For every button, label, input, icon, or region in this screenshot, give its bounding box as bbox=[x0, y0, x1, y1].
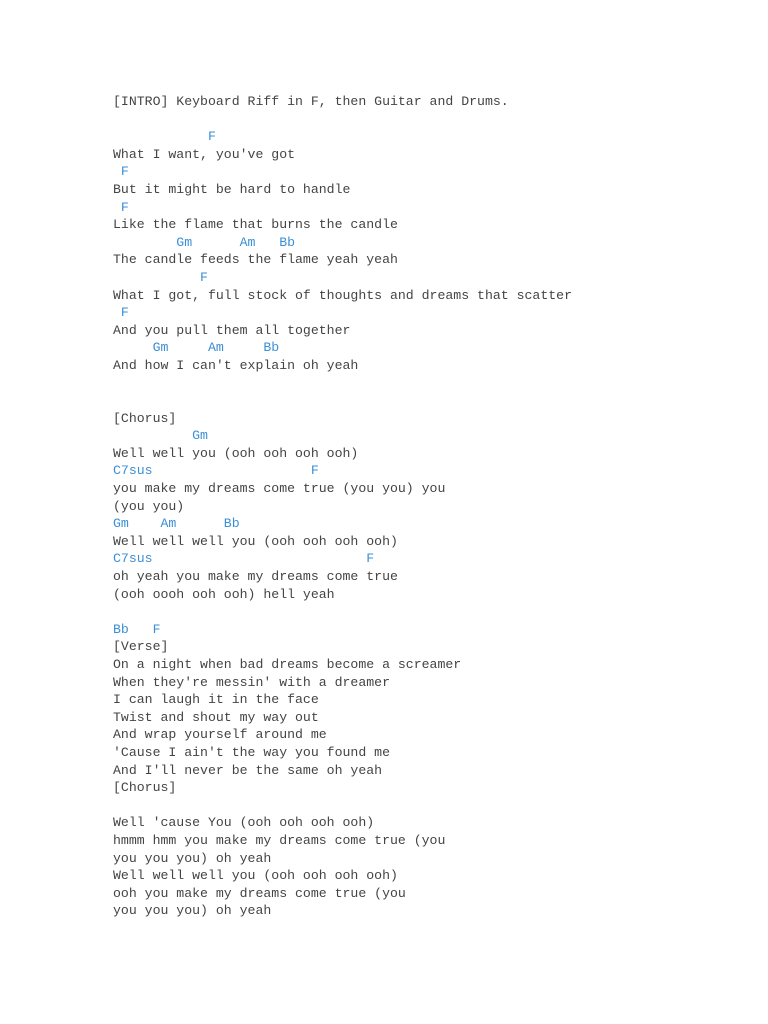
chord-line: F bbox=[113, 129, 216, 145]
lyric-line: And you pull them all together bbox=[113, 322, 351, 338]
lyric-line: 'Cause I ain't the way you found me bbox=[113, 744, 390, 760]
chord-line: F bbox=[113, 164, 129, 180]
lyric-line: The candle feeds the flame yeah yeah bbox=[113, 252, 398, 268]
chord-line: Bb F bbox=[113, 621, 161, 637]
lyric-line: (you you) bbox=[113, 498, 185, 514]
lyric-line: you you you) oh yeah bbox=[113, 903, 272, 919]
lyric-line: Well well you (ooh ooh ooh ooh) bbox=[113, 445, 359, 461]
chord-line: F bbox=[113, 269, 208, 285]
chord-line: F bbox=[113, 199, 129, 215]
lyric-line: you you you) oh yeah bbox=[113, 850, 272, 866]
lyric-line: oh yeah you make my dreams come true bbox=[113, 569, 398, 585]
lyric-line: And I'll never be the same oh yeah bbox=[113, 762, 383, 778]
lyric-line: But it might be hard to handle bbox=[113, 181, 351, 197]
lyric-line: And wrap yourself around me bbox=[113, 727, 327, 743]
chord-line: Gm Am Bb bbox=[113, 234, 296, 250]
lyric-line: ooh you make my dreams come true (you bbox=[113, 885, 406, 901]
lyric-line: you make my dreams come true (you you) you bbox=[113, 481, 446, 497]
lyric-line: Like the flame that burns the candle bbox=[113, 217, 398, 233]
lyric-line: And how I can't explain oh yeah bbox=[113, 357, 359, 373]
lyric-line: (ooh oooh ooh ooh) hell yeah bbox=[113, 586, 335, 602]
lyric-line: I can laugh it in the face bbox=[113, 692, 319, 708]
blank-line bbox=[113, 603, 753, 621]
blank-line bbox=[113, 797, 753, 815]
lyric-line: Twist and shout my way out bbox=[113, 709, 319, 725]
lyric-line: What I got, full stock of thoughts and dreams that scatter bbox=[113, 287, 572, 303]
chord-line: C7sus F bbox=[113, 463, 319, 479]
lyric-line: When they're messin' with a dreamer bbox=[113, 674, 390, 690]
lyric-line: Well well well you (ooh ooh ooh ooh) bbox=[113, 533, 398, 549]
lyric-line: [Chorus] bbox=[113, 780, 177, 796]
lyric-line: What I want, you've got bbox=[113, 146, 296, 162]
lyric-line: [Chorus] bbox=[113, 410, 177, 426]
chord-line: Gm bbox=[113, 428, 208, 444]
lyric-line: hmmm hmm you make my dreams come true (you bbox=[113, 832, 446, 848]
chord-line: Gm Am Bb bbox=[113, 340, 280, 356]
chord-line: Gm Am Bb bbox=[113, 516, 240, 532]
lyric-line: On a night when bad dreams become a screamer bbox=[113, 657, 462, 672]
song-sheet bbox=[113, 93, 753, 920]
lyric-line: Well well well you (ooh ooh ooh ooh) bbox=[113, 868, 398, 884]
blank-line bbox=[113, 375, 753, 393]
chord-line: C7sus F bbox=[113, 551, 375, 567]
blank-line bbox=[113, 392, 753, 410]
lyric-line: Well 'cause You (ooh ooh ooh ooh) bbox=[113, 815, 375, 831]
chord-line: F bbox=[113, 305, 129, 321]
lyric-line: [INTRO] Keyboard Riff in F, then Guitar and Drums. bbox=[113, 94, 509, 109]
lyric-line: [Verse] bbox=[113, 639, 169, 655]
blank-line bbox=[113, 111, 753, 129]
